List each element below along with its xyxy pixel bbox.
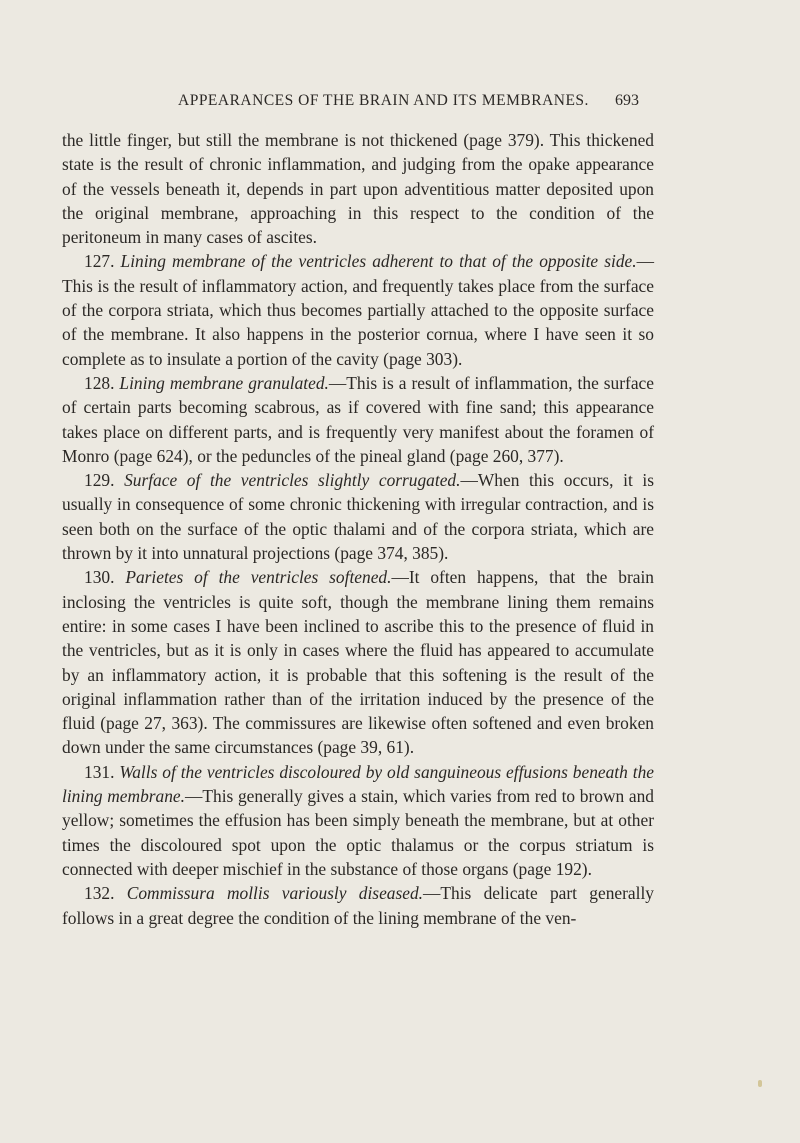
section-number: 129. (84, 470, 115, 491)
section-number: 127. (84, 251, 115, 272)
section-text: —When this occurs, it is usually in consequence of some chronic thickening with irregular contraction, and is seen both on the surface of the optic thalami and of the corpora striata, which are thrown by it into unnatural projections (page 374, 385). (62, 470, 654, 564)
section-132 (62, 881, 654, 930)
section-heading: Lining membrane granulated. (119, 372, 329, 393)
section-127 (62, 249, 654, 370)
section-number: 128. (84, 372, 115, 393)
running-title: APPEARANCES OF THE BRAIN AND ITS MEMBRANES. (178, 92, 589, 109)
section-heading: Walls of the ventricles discoloured by old sanguineous effusions beneath the lining membrane. (62, 761, 654, 807)
continuation-paragraph: the little finger, but still the membrane is not thickened (page 379). This thickened state is the result of chronic inflammation, and judging from the opake appearance of the vessels beneath it, depends in part upon adventitious matter deposited upon the original membrane, approaching in this respect to the condition of the peritoneum in many cases of ascites. (62, 130, 654, 248)
page-number: 693 (615, 92, 639, 109)
running-head (0, 92, 800, 116)
section-number: 132. (84, 883, 115, 904)
paper-speck (758, 1080, 762, 1087)
section-heading: Lining membrane of the ventricles adherent to that of the opposite side. (120, 251, 637, 272)
section-heading: Parietes of the ventricles softened. (125, 567, 392, 588)
body-text (62, 128, 654, 930)
section-number: 131. (84, 761, 115, 782)
section-text: —It often happens, that the brain inclosing the ventricles is quite soft, though the membrane lining them remains entire: in some cases I have been inclined to ascribe this to the presence of fluid in the ventricles, but as it is only in cases where the fluid has appeared to accumulate by an inflammatory action, it is probable that this softening is the result of the original inflammation rather than of the irritation induced by the presence of the fluid (page 27, 363). The commissures are likewise often softened and even broken down under the same circumstances (page 39, 61). (62, 567, 654, 758)
section-131 (62, 760, 654, 881)
section-129 (62, 468, 654, 565)
section-text: —This generally gives a stain, which varies from red to brown and yellow; sometimes the effusion has been simply beneath the membrane, but at other times the discoloured spot upon the optic thalamus or the corpus striatum is connected with deeper mischief in the substance of those organs (page 192). (62, 786, 654, 879)
section-128 (62, 371, 654, 468)
section-text: —This delicate part generally follows in a great degree the condition of the lining membrane of the ven- (62, 883, 654, 928)
section-text: —This is a result of inflammation, the surface of certain parts becoming scabrous, as if covered with fine sand; this appearance takes place on different parts, and is frequently very manifest about the foramen of Monro (page 624), or the peduncles of the pineal gland (page 260, 377). (62, 372, 654, 466)
section-heading: Surface of the ventricles slightly corrugated. (124, 470, 461, 491)
section-130 (62, 565, 654, 759)
section-heading: Commissura mollis variously diseased. (126, 883, 424, 904)
section-number: 130. (84, 567, 115, 588)
section-text: —This is the result of inflammatory action, and frequently takes place from the surface of the corpora striata, which thus becomes partially attached to the opposite surface of the membrane. It also happens in the posterior cornua, where I have seen it so complete as to insulate a portion of the cavity (page 303). (62, 251, 654, 369)
